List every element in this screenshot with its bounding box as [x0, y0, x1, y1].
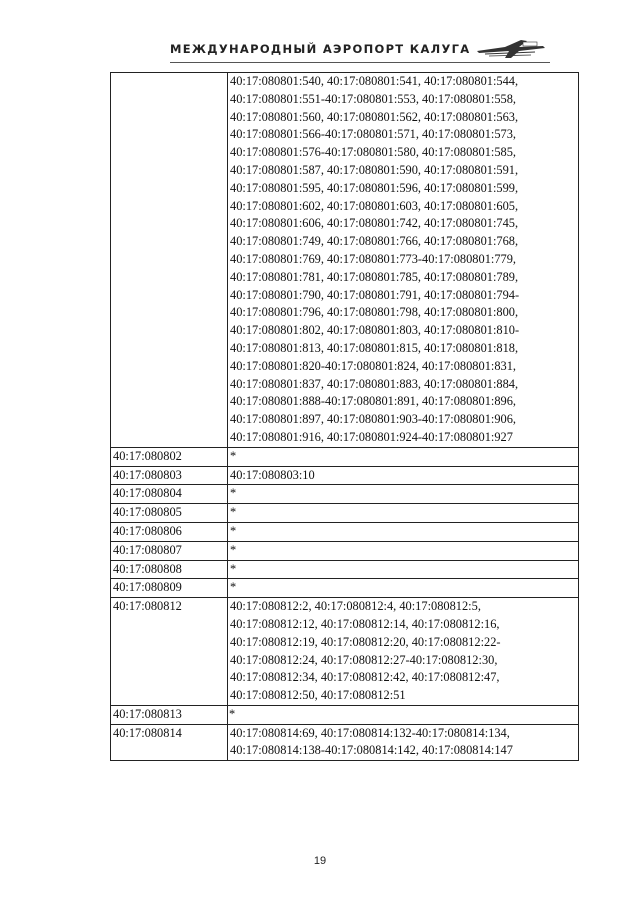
- parcel-list-cell: *: [228, 705, 579, 724]
- table-row: [111, 466, 579, 485]
- parcel-list-cell: *: [228, 522, 579, 541]
- airport-logo-icon: [475, 38, 547, 60]
- table-row: [111, 579, 579, 598]
- parcel-list-cell: *: [228, 447, 579, 466]
- quarter-number-cell: 40:17:080803: [111, 466, 228, 485]
- table-row: [111, 447, 579, 466]
- quarter-number-cell: 40:17:080813: [111, 705, 228, 724]
- header-title: МЕЖДУНАРОДНЫЙ АЭРОПОРТ КАЛУГА: [170, 42, 471, 56]
- table-row: [111, 705, 579, 724]
- quarter-number-cell: 40:17:080805: [111, 504, 228, 523]
- quarter-number-cell: 40:17:080814: [111, 724, 228, 761]
- parcel-list-cell: 40:17:080801:540, 40:17:080801:541, 40:17:080801:544, 40:17:080801:551-40:17:080801:553, 40:17:080801:558, 40:17:080801:560, 40:17:080801:562, 40:17:080801:563, 40:17:080801:566-40:17:080801:571, 40:17:080801:573, 40:17:080801:576-40:17:080801:580, 40:17:080801:585, 40:17:080801:587, 40:17:080801:590, 40:17:080801:591, 40:17:080801:595, 40:17:080801:596, 40:17:080801:599, 40:17:080801:602, 40:17:080801:603, 40:17:080801:605, 40:17:080801:606, 40:17:080801:742, 40:17:080801:745, 40:17:080801:749, 40:17:080801:766, 40:17:080801:768, 40:17:080801:769, 40:17:080801:773-40:17:080801:779, 40:17:080801:781, 40:17:080801:785, 40:17:080801:789, 40:17:080801:790, 40:17:080801:791, 40:17:080801:794- 40:17:080801:796, 40:17:080801:798, 40:17:080801:800, 40:17:080801:802, 40:17:080801:803, 40:17:080801:810- 40:17:080801:813, 40:17:080801:815, 40:17:080801:818, 40:17:080801:820-40:17:080801:824, 40:17:080801:831, 40:17:080801:837, 40:17:080801:883, 40:17:080801:884, 40:17:080801:888-40:17:080801:891, 40:17:080801:896, 40:17:080801:897, 40:17:080801:903-40:17:080801:906, 40:17:080801:916, 40:17:080801:924-40:17:080801:927: [228, 73, 579, 448]
- page-header: [170, 38, 550, 62]
- parcel-list-cell: 40:17:080803:10: [228, 466, 579, 485]
- table-row: [111, 485, 579, 504]
- parcel-list-cell: *: [228, 541, 579, 560]
- table-row: [111, 522, 579, 541]
- quarter-number-cell: 40:17:080804: [111, 485, 228, 504]
- table-row: [111, 724, 579, 761]
- quarter-number-cell: 40:17:080807: [111, 541, 228, 560]
- parcel-list-cell: *: [228, 485, 579, 504]
- table-row: [111, 504, 579, 523]
- parcel-list-cell: 40:17:080814:69, 40:17:080814:132-40:17:080814:134, 40:17:080814:138-40:17:080814:142, 40:17:080814:147: [228, 724, 579, 761]
- cadastral-table: [110, 72, 579, 761]
- quarter-number-cell: 40:17:080809: [111, 579, 228, 598]
- quarter-number-cell: 40:17:080806: [111, 522, 228, 541]
- quarter-number-cell: 40:17:080812: [111, 598, 228, 706]
- quarter-number-cell: 40:17:080808: [111, 560, 228, 579]
- page-number: 19: [313, 855, 327, 867]
- quarter-number-cell: 40:17:080802: [111, 447, 228, 466]
- table-row: [111, 598, 579, 706]
- parcel-list-cell: *: [228, 579, 579, 598]
- parcel-list-cell: *: [228, 560, 579, 579]
- table-row: [111, 73, 579, 448]
- parcel-list-cell: *: [228, 504, 579, 523]
- quarter-number-cell: [111, 73, 228, 448]
- parcel-list-cell: 40:17:080812:2, 40:17:080812:4, 40:17:080812:5, 40:17:080812:12, 40:17:080812:14, 40:17:080812:16, 40:17:080812:19, 40:17:080812:20, 40:17:080812:22- 40:17:080812:24, 40:17:080812:27-40:17:080812:30, 40:17:080812:34, 40:17:080812:42, 40:17:080812:47, 40:17:080812:50, 40:17:080812:51: [228, 598, 579, 706]
- table-row: [111, 560, 579, 579]
- table-row: [111, 541, 579, 560]
- header-divider: [170, 62, 550, 63]
